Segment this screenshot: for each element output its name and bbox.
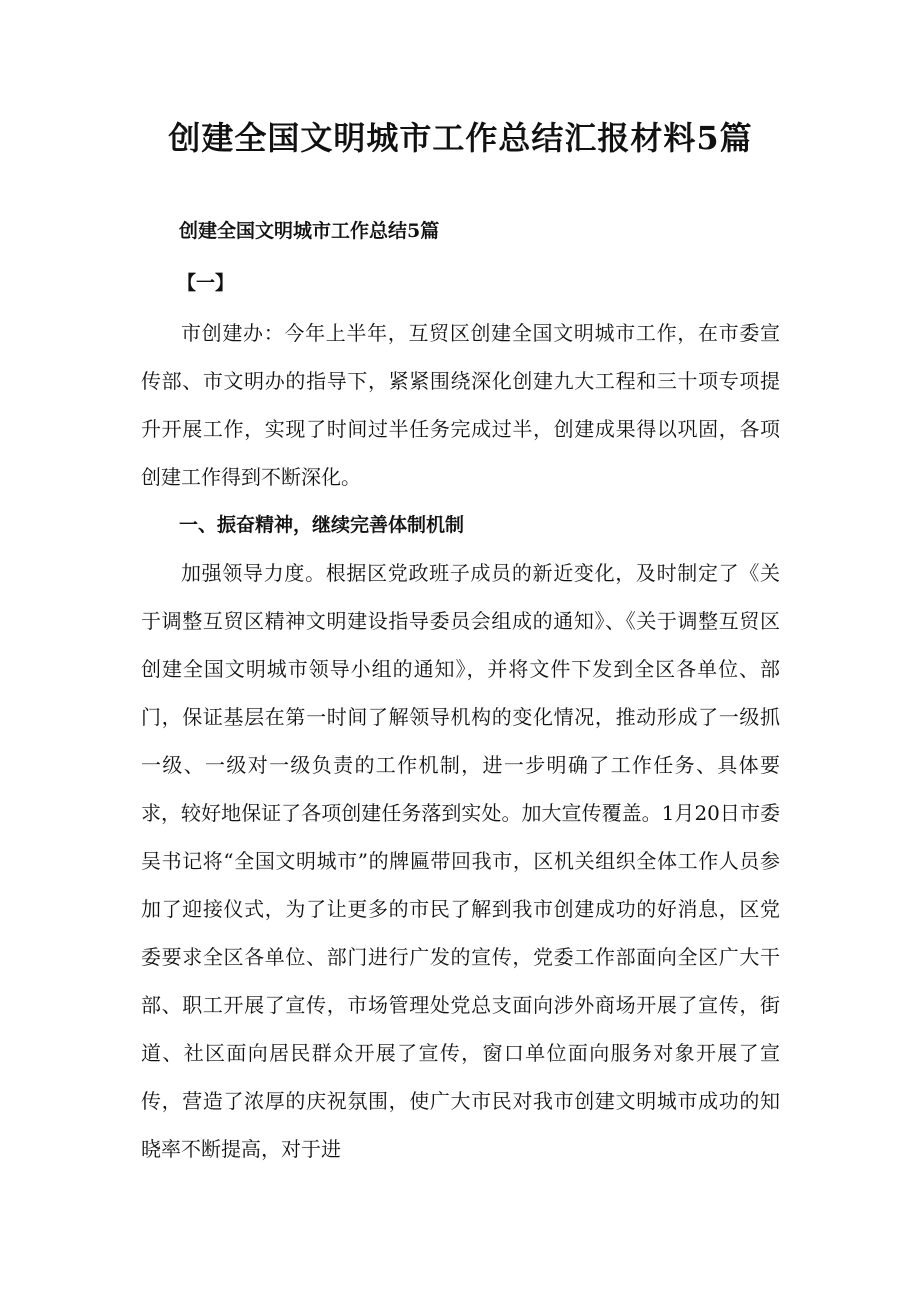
body-paragraph-1: 市创建办：今年上半年，互贸区创建全国文明城市工作，在市委宣传部、市文明办的指导下，紧紧围绕深化创建九大工程和三十项专项提升开展工作，实现了时间过半任务完成过半，创建成果得以巩固，各项创建工作得到不断深化。: [141, 321, 780, 489]
document-title: 创建全国文明城市工作总结汇报材料5篇: [168, 119, 753, 157]
section-marker: 【一】: [177, 272, 235, 294]
section-heading-1: 一、振奋精神，继续完善体制机制: [179, 514, 465, 536]
body-paragraph-2: 加强领导力度。根据区党政班子成员的新近变化，及时制定了《关于调整互贸区精神文明建设指导委员会组成的通知》、《关于调整互贸区创建全国文明城市领导小组的通知》，并将文件下发到全区各单位、部门，保证基层在第一时间了解领导机构的变化情况，推动形成了一级抓一级、一级对一级负责的工作机制，进一步明确了工作任务、具体要求，较好地保证了各项创建任务落到实处。加大宣传覆盖。1月20日市委吴书记将“全国文明城市”的牌匾带回我市，区机关组织全体工作人员参加了迎接仪式，为了让更多的市民了解到我市创建成功的好消息，区党委要求全区各单位、部门进行广发的宣传，党委工作部面向全区广大干部、职工开展了宣传，市场管理处党总支面向涉外商场开展了宣传，街道、社区面向居民群众开展了宣传，窗口单位面向服务对象开展了宣传，营造了浓厚的庆祝氛围，使广大市民对我市创建文明城市成功的知晓率不断提高，对于进: [141, 561, 780, 1161]
document-subtitle: 创建全国文明城市工作总结5篇: [179, 220, 440, 242]
